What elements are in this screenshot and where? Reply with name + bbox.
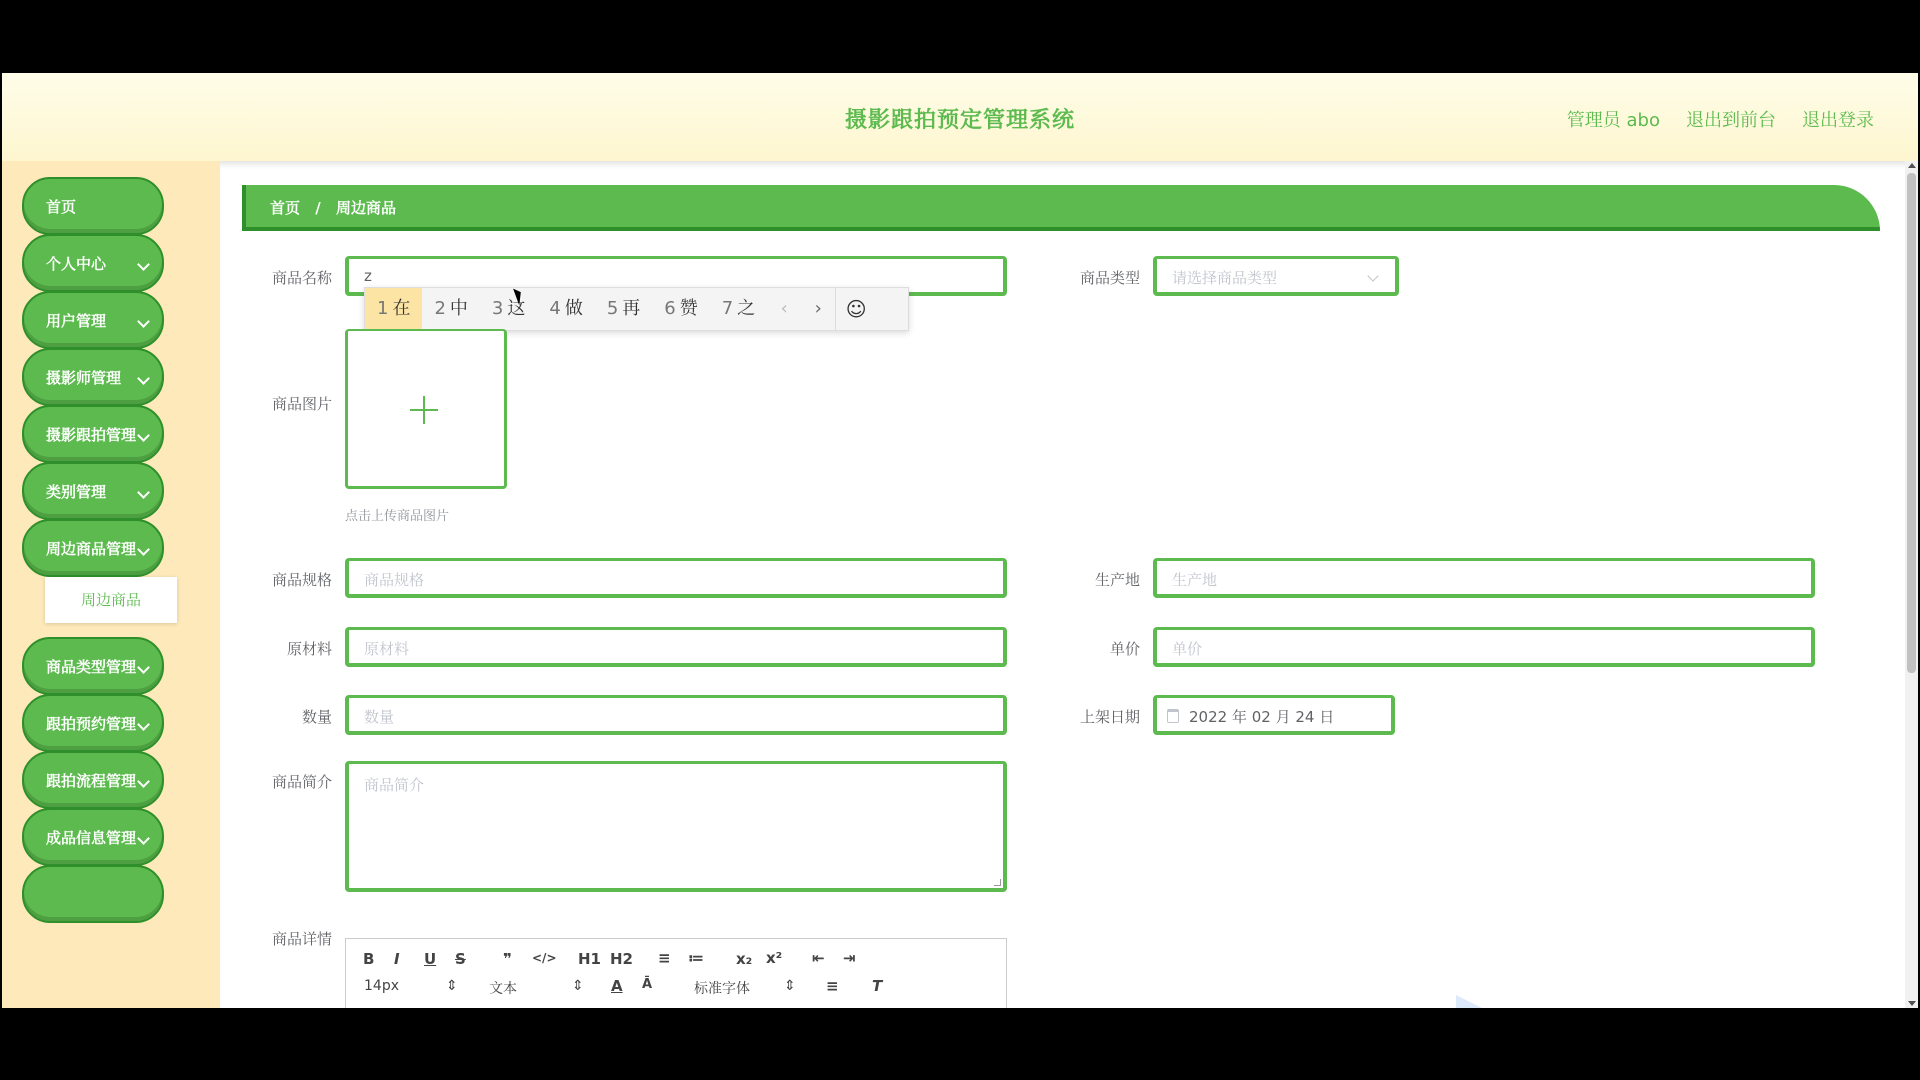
sidebar-item-label: 个人中心 <box>46 255 107 273</box>
price-label: 单价 <box>1109 640 1140 658</box>
rich-text-editor[interactable] <box>345 938 1007 1008</box>
ime-candidate-2[interactable]: 2 中 <box>434 298 468 319</box>
sidebar-item-label: 摄影跟拍管理 <box>46 426 137 444</box>
app-window <box>2 73 1918 1008</box>
chevron-updown-icon[interactable]: ⇕ <box>446 978 458 994</box>
font-size-select[interactable]: 14px <box>364 978 399 994</box>
image-upload-button[interactable] <box>345 329 507 489</box>
sidebar-item-booking-management[interactable] <box>22 694 164 752</box>
quantity-placeholder: 数量 <box>364 708 395 726</box>
sidebar-item-label: 摄影师管理 <box>46 369 122 387</box>
blockquote-icon[interactable]: ❞ <box>503 950 512 968</box>
intro-textarea[interactable] <box>345 761 1007 892</box>
scrollbar-thumb[interactable] <box>1907 173 1916 673</box>
back-to-frontend-link[interactable]: 退出到前台 <box>1686 110 1776 131</box>
sidebar-item-label: 商品类型管理 <box>46 658 137 676</box>
detail-label: 商品详情 <box>271 930 332 948</box>
quantity-label: 数量 <box>301 708 332 726</box>
shelf-date-value: 2022 年 02 月 24 日 <box>1189 708 1335 726</box>
outdent-icon[interactable]: ⇤ <box>812 949 825 967</box>
scroll-up-icon[interactable] <box>1908 163 1916 168</box>
quantity-input[interactable] <box>345 695 1007 735</box>
h1-icon[interactable]: H1 <box>578 950 601 968</box>
shelf-date-label: 上架日期 <box>1079 708 1140 726</box>
chevron-down-icon <box>137 832 150 845</box>
scroll-down-icon[interactable] <box>1908 1001 1916 1006</box>
ime-next-page-icon[interactable]: › <box>814 298 822 319</box>
calendar-icon <box>1167 709 1179 723</box>
ime-candidate-4[interactable]: 4 做 <box>549 298 583 319</box>
chevron-down-icon <box>137 315 150 328</box>
text-type-select[interactable]: 文本 <box>489 981 517 997</box>
breadcrumb-separator: / <box>315 199 321 217</box>
sidebar-item-user-management[interactable] <box>22 291 164 349</box>
ime-candidate-1[interactable]: 1 在 <box>365 288 422 330</box>
header-links <box>1567 106 1874 132</box>
sidebar-item-label: 周边商品管理 <box>46 540 137 558</box>
sidebar-item-label: 成品信息管理 <box>46 829 137 847</box>
font-family-select[interactable]: 标准字体 <box>694 981 750 997</box>
sidebar-item-product-type-management[interactable] <box>22 637 164 695</box>
spec-label: 商品规格 <box>271 571 332 589</box>
chevron-down-icon <box>137 661 150 674</box>
top-header <box>2 73 1918 161</box>
sidebar-item-process-management[interactable] <box>22 751 164 809</box>
app-title: 摄影跟拍预定管理系统 <box>844 108 1075 133</box>
product-type-select[interactable] <box>1153 256 1399 296</box>
origin-label: 生产地 <box>1094 571 1140 589</box>
ime-candidate-6[interactable]: 6 赞 <box>664 298 698 319</box>
chevron-down-icon <box>137 372 150 385</box>
sidebar-item-label: 首页 <box>46 198 77 216</box>
origin-input[interactable] <box>1153 558 1815 598</box>
origin-placeholder: 生产地 <box>1172 571 1218 589</box>
breadcrumb-home[interactable]: 首页 <box>270 199 301 217</box>
code-icon[interactable]: </> <box>532 951 557 965</box>
sidebar-item-home[interactable] <box>22 177 164 235</box>
italic-icon[interactable]: I <box>394 950 400 968</box>
material-placeholder: 原材料 <box>364 640 410 658</box>
breadcrumb <box>242 185 1880 231</box>
page-scrollbar[interactable] <box>1905 161 1918 1008</box>
chevron-down-icon <box>137 486 150 499</box>
price-input[interactable] <box>1153 627 1815 667</box>
product-type-placeholder: 请选择商品类型 <box>1172 269 1278 287</box>
sidebar-item-label: 跟拍预约管理 <box>46 715 137 733</box>
product-name-value: z <box>364 267 372 285</box>
sidebar-item-label: 类别管理 <box>46 483 107 501</box>
ime-candidate-5[interactable]: 5 再 <box>606 298 641 319</box>
sidebar-item-merch-management[interactable] <box>22 519 164 577</box>
material-input[interactable] <box>345 627 1007 667</box>
chevron-down-icon <box>137 543 150 556</box>
bold-icon[interactable]: B <box>363 950 375 968</box>
watermark-icon <box>1456 995 1516 1008</box>
submenu-item-merch[interactable]: 周边商品 <box>45 577 177 623</box>
clear-format-icon[interactable]: T <box>872 977 883 995</box>
chevron-down-icon <box>137 775 150 788</box>
chevron-down-icon <box>137 258 150 271</box>
sidebar-item-label: 跟拍流程管理 <box>46 772 137 790</box>
ime-candidate-7[interactable]: 7 之 <box>721 298 756 319</box>
sidebar-item-label: 用户管理 <box>46 312 107 330</box>
underline-icon[interactable]: U <box>424 950 437 968</box>
h2-icon[interactable]: H2 <box>610 950 633 968</box>
product-type-label: 商品类型 <box>1079 269 1140 287</box>
intro-label: 商品简介 <box>271 773 332 791</box>
chevron-updown-icon[interactable]: ⇕ <box>784 978 796 994</box>
product-image-label: 商品图片 <box>271 395 332 413</box>
strikethrough-icon[interactable]: S <box>455 950 466 968</box>
chevron-down-icon <box>137 429 150 442</box>
align-icon[interactable]: ≡ <box>826 977 839 995</box>
sidebar-item-category-management[interactable] <box>22 462 164 520</box>
subscript-icon[interactable]: x₂ <box>736 950 753 968</box>
image-upload-hint: 点击上传商品图片 <box>345 509 450 524</box>
chevron-updown-icon[interactable]: ⇕ <box>572 978 584 994</box>
resize-handle-icon[interactable] <box>994 879 1001 886</box>
sidebar-item-followshoot-management[interactable] <box>22 405 164 463</box>
material-label: 原材料 <box>286 640 332 658</box>
indent-icon[interactable]: ⇥ <box>843 949 856 967</box>
spec-input[interactable] <box>345 558 1007 598</box>
shelf-date-picker[interactable] <box>1153 695 1395 735</box>
price-placeholder: 单价 <box>1172 640 1203 658</box>
intro-placeholder: 商品简介 <box>364 776 425 794</box>
admin-user-link[interactable]: 管理员 abo <box>1566 110 1660 131</box>
background-color-icon[interactable]: Ā <box>642 977 653 992</box>
bullet-list-icon[interactable]: ≔ <box>688 949 704 967</box>
chevron-down-icon <box>137 718 150 731</box>
sidebar-item-product-info-management[interactable] <box>22 808 164 866</box>
ordered-list-icon[interactable]: ≡ <box>658 949 671 967</box>
ime-candidate-bar <box>364 287 909 331</box>
sidebar-item-personal-center[interactable] <box>22 234 164 292</box>
sidebar-item-more[interactable] <box>22 865 164 923</box>
breadcrumb-current: 周边商品 <box>335 199 396 217</box>
sidebar-item-photographer-management[interactable] <box>22 348 164 406</box>
superscript-icon[interactable]: x² <box>766 949 783 967</box>
sidebar <box>2 161 220 1008</box>
ime-candidate-3[interactable]: 3 这 <box>491 298 526 319</box>
chevron-down-icon <box>1367 270 1378 281</box>
spec-placeholder: 商品规格 <box>364 571 425 589</box>
ime-prev-page-icon[interactable]: ‹ <box>780 298 788 319</box>
product-name-label: 商品名称 <box>271 269 332 287</box>
logout-link[interactable]: 退出登录 <box>1802 110 1874 131</box>
ime-emoji-icon[interactable]: ☺ <box>835 288 876 330</box>
font-color-icon[interactable]: A <box>611 977 623 995</box>
